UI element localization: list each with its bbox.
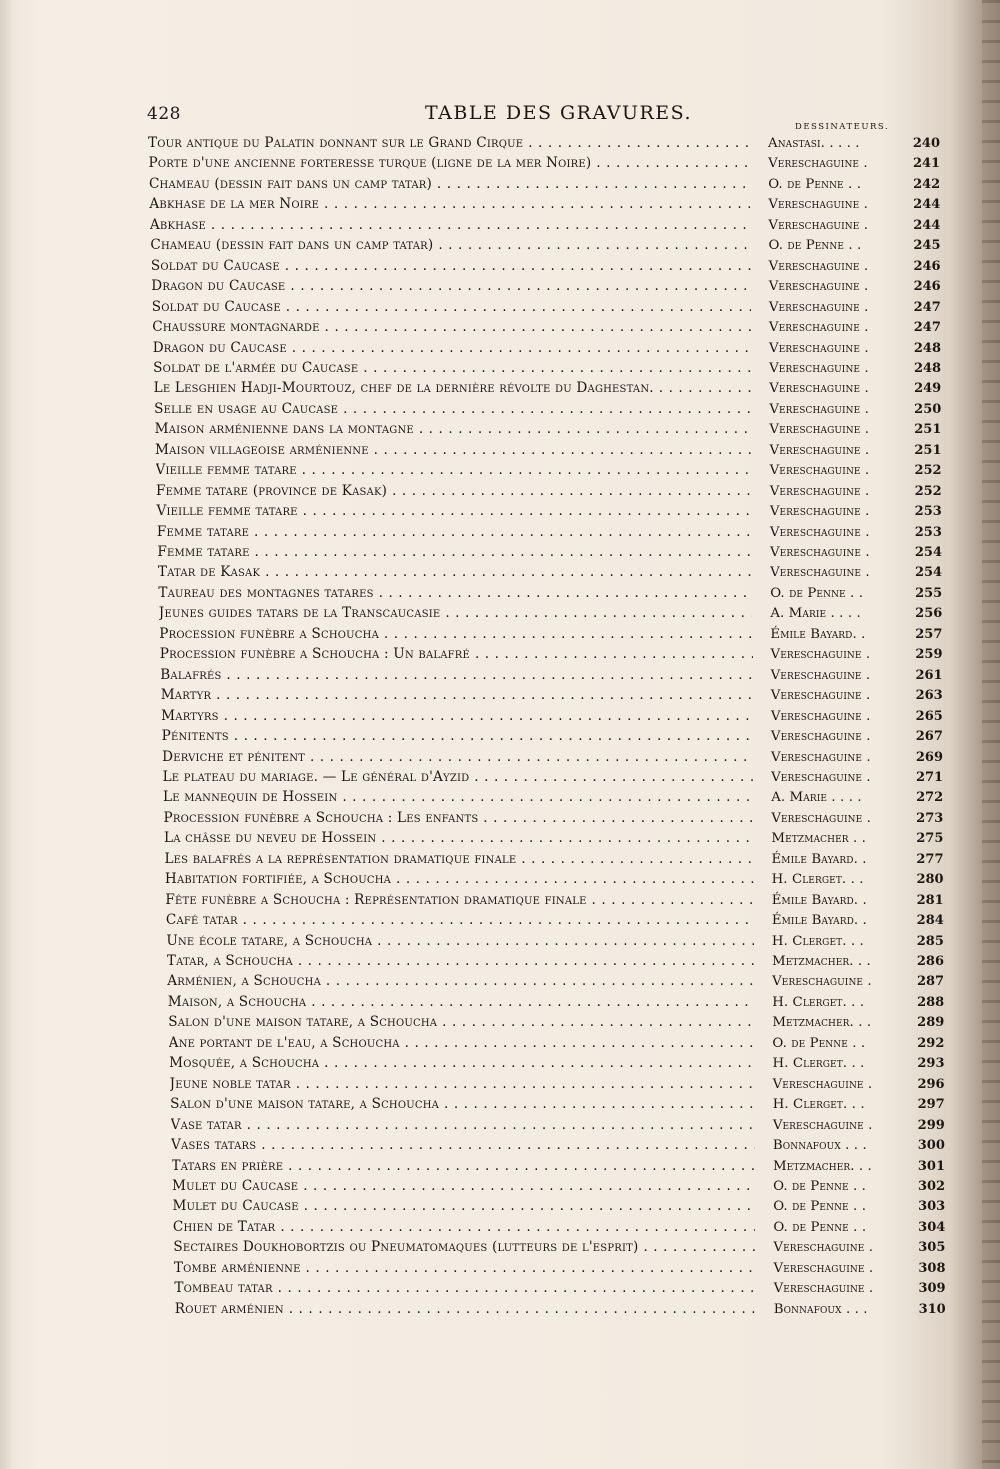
list-item — [168, 1014, 944, 1034]
gravure-title: Tatars en prière . . . — [172, 1158, 756, 1174]
list-item — [151, 278, 940, 298]
list-item — [160, 667, 942, 687]
list-item — [149, 176, 940, 196]
list-item — [158, 564, 942, 584]
list-item — [165, 892, 943, 912]
gravure-title: Maison, a Schoucha . . . — [168, 994, 754, 1010]
list-item — [173, 1219, 945, 1239]
gravure-title: Procession funèbre a Schoucha : Un balafré . . . — [160, 646, 753, 662]
page-reference: 269 — [915, 749, 943, 765]
page-reference: 257 — [915, 626, 943, 642]
gravure-title: Vieille femme tatare . . . — [156, 462, 752, 478]
page-reference: 251 — [914, 422, 942, 438]
gravure-title: Habitation fortifiée, a Schoucha . . . — [165, 871, 754, 887]
page-reference: 240 — [912, 136, 940, 151]
gravure-title: Chameau (dessin fait dans un camp tatar) . . . — [149, 176, 750, 192]
gravure-title: Mosquée, a Schoucha . . . — [169, 1055, 754, 1071]
page-reference: 254 — [914, 545, 942, 560]
page-reference: 250 — [914, 401, 942, 417]
page-reference: 261 — [915, 667, 943, 683]
gravure-title: Chameau (dessin fait dans un camp tatar) . . . — [150, 237, 750, 253]
artist-name: Vereschaguine . — [768, 197, 868, 213]
artist-name: Vereschaguine . — [769, 524, 870, 540]
gravure-title: Une école tatare, a Schoucha . . . — [166, 933, 754, 949]
list-item — [174, 1280, 945, 1300]
list-item — [167, 953, 944, 973]
list-item — [161, 687, 943, 707]
gravure-title: Selle en usage au Caucase . . . — [154, 401, 751, 417]
gravure-title: Soldat de l'armée du Caucase . . . — [153, 360, 751, 376]
running-title: TABLE DES GRAVURES. — [425, 102, 693, 124]
gravure-title: Maison arménienne dans la montagne . . . — [155, 421, 752, 437]
gravure-title: Martyrs . . . — [161, 708, 753, 724]
gravure-title: Le plateau du mariage. — Le général d'Ayzid . . . — [163, 769, 754, 785]
list-item — [163, 789, 943, 809]
list-item — [152, 299, 941, 319]
list-item — [153, 340, 941, 360]
list-item — [157, 544, 942, 564]
artist-name: O. de Penne . . — [770, 585, 864, 601]
artist-name: Vereschaguine . — [770, 688, 871, 704]
page-reference: 253 — [914, 504, 942, 520]
page-reference: 293 — [917, 1056, 945, 1072]
artist-name: O. de Penne . . — [768, 238, 862, 254]
artist-name: Anastasi. . . . . — [768, 136, 860, 151]
artist-name: Vereschaguine . — [773, 1240, 874, 1256]
gravure-title: Femme tatare (province de Kasak) . . . — [156, 483, 752, 499]
list-item — [158, 585, 942, 605]
page-reference: 308 — [918, 1260, 946, 1276]
artist-name: Vereschaguine . — [769, 422, 870, 438]
list-item — [164, 810, 944, 830]
page-reference: 246 — [913, 279, 941, 295]
gravure-title: Soldat du Caucase . . . — [152, 299, 751, 315]
page-reference: 301 — [917, 1158, 945, 1174]
page-reference: 303 — [918, 1199, 946, 1215]
page-reference: 254 — [914, 565, 943, 581]
gravure-title: Le Lesghien Hadji-Mourtouz, chef de la dernière révolte du Daghestan. . . . — [154, 380, 752, 396]
gravure-title: Femme tatare . . . — [157, 524, 752, 540]
list-item — [168, 994, 944, 1014]
gravure-title: Les balafrés a la représentation dramatique finale . . . — [164, 851, 753, 867]
page-reference: 248 — [913, 360, 942, 376]
gravure-title: Martyr . . . — [161, 687, 753, 703]
list-item — [167, 973, 944, 993]
list-item — [148, 155, 940, 175]
gravure-title: Ane portant de l'eau, a Schoucha . . . — [169, 1035, 755, 1051]
artist-name: A. Marie . . . . — [771, 790, 862, 806]
page-reference: 289 — [917, 1015, 945, 1031]
page-reference: 305 — [918, 1240, 946, 1256]
list-item — [149, 196, 940, 216]
gravure-title: Femme tatare . . . — [157, 544, 752, 560]
page-reference: 275 — [916, 831, 944, 847]
artist-name: Metzmacher. . . — [772, 1015, 872, 1031]
artist-name: O. de Penne . . — [773, 1199, 867, 1215]
list-item — [170, 1076, 945, 1096]
list-item — [164, 830, 943, 850]
artist-name: Metzmacher. . . — [772, 954, 871, 969]
gravure-title: Mulet du Caucase . . . — [172, 1198, 755, 1214]
artist-name: O. de Penne . . — [768, 176, 862, 192]
list-item — [171, 1137, 945, 1157]
artist-name: Bonnafoux . . . — [772, 1138, 867, 1154]
gravure-title: Pénitents . . . — [162, 728, 753, 744]
list-item — [148, 135, 940, 155]
list-item — [159, 605, 943, 625]
gravure-title: La châsse du neveu de Hossein . . . — [164, 830, 753, 846]
gravure-title: Procession funèbre a Schoucha . . . — [159, 626, 752, 642]
page-reference: 299 — [917, 1117, 945, 1133]
gravure-title: Le mannequin de Hossein . . . — [163, 789, 753, 805]
page-reference: 302 — [917, 1178, 946, 1194]
list-item — [174, 1260, 946, 1280]
gravure-title: Salon d'une maison tatare, a Schoucha . . . — [168, 1014, 754, 1030]
page-reference: 249 — [914, 381, 942, 397]
page-reference: 244 — [913, 217, 941, 233]
artist-name: Vereschaguine . — [773, 1260, 874, 1276]
gravure-title: Chien de Tatar . . . — [173, 1219, 755, 1235]
gravure-title: Jeune noble tatar . . . — [170, 1076, 755, 1092]
list-item — [157, 524, 942, 544]
list-item — [154, 380, 942, 400]
gravure-title: Tatar de Kasak . . . — [158, 564, 752, 580]
page-reference: 242 — [913, 176, 941, 192]
page-reference: 310 — [918, 1301, 946, 1317]
list-item — [169, 1035, 945, 1055]
artists-column-label: DESSINATEURS. — [795, 122, 890, 132]
page-reference: 247 — [913, 299, 941, 315]
list-item — [171, 1117, 945, 1137]
artist-name: Vereschaguine . — [770, 667, 871, 683]
page-reference: 285 — [916, 933, 944, 949]
artist-name: Vereschaguine . — [768, 279, 869, 295]
page-reference: 265 — [915, 708, 943, 724]
gravure-title: Taureau des montagnes tatares . . . — [158, 585, 752, 601]
gravure-title: Derviche et pénitent . . . — [162, 749, 753, 765]
list-item — [175, 1301, 946, 1321]
artist-name: O. de Penne . . — [772, 1035, 866, 1051]
page-reference: 292 — [917, 1035, 945, 1051]
list-item — [150, 217, 941, 237]
artist-name: H. Clerget. . . — [772, 1097, 865, 1113]
page-reference: 297 — [917, 1097, 945, 1113]
artist-name: Vereschaguine . — [770, 708, 871, 724]
list-item — [160, 646, 943, 666]
list-item — [164, 851, 943, 871]
list-item — [151, 258, 941, 278]
page-reference: 300 — [917, 1138, 945, 1154]
artist-name: Vereschaguine . — [769, 504, 870, 520]
artist-name: H. Clerget. . . — [771, 933, 864, 949]
gravure-title: Salon d'une maison tatare, a Schoucha . . . — [170, 1096, 755, 1112]
artist-name: A. Marie . . . . — [770, 606, 861, 622]
artist-name: Vereschaguine . — [770, 545, 870, 560]
page-reference: 281 — [916, 892, 944, 908]
artist-name: Vereschaguine . — [769, 360, 869, 376]
artist-name: Vereschaguine . — [771, 810, 871, 826]
page-reference: 256 — [915, 606, 943, 622]
artist-name: Vereschaguine . — [772, 1076, 873, 1092]
list-item — [166, 912, 944, 932]
gravure-title: Tatar, a Schoucha . . . — [167, 953, 754, 969]
gravure-title: Tombe arménienne . . . — [174, 1260, 756, 1276]
page-reference: 309 — [918, 1281, 946, 1297]
page-reference: 241 — [912, 156, 941, 172]
page-reference: 271 — [915, 769, 944, 785]
page-number: 428 — [147, 104, 181, 124]
artist-name: H. Clerget. . . — [771, 872, 864, 888]
list-item — [152, 319, 941, 339]
gravure-title: Vases tatars . . . — [171, 1137, 755, 1153]
artist-name: O. de Penne . . — [773, 1219, 867, 1235]
artist-name: Vereschaguine . — [768, 320, 869, 336]
gravure-title: Fête funèbre a Schoucha : Représentation dramatique finale . . . — [165, 892, 753, 908]
gravure-title: Arménien, a Schoucha . . . — [167, 973, 754, 989]
artist-name: Vereschaguine . — [772, 1117, 873, 1133]
artist-name: Bonnafoux . . . — [773, 1301, 868, 1317]
list-item — [150, 237, 940, 257]
artist-name: Vereschaguine . — [768, 217, 869, 233]
gravure-title: Procession funèbre a Schoucha : Les enfants . . . — [164, 810, 754, 826]
artist-name: H. Clerget. . . — [772, 1056, 865, 1072]
page-reference: 263 — [915, 688, 943, 704]
gravure-title: Vase tatar . . . — [171, 1117, 755, 1133]
artist-name: Vereschaguine . — [769, 463, 870, 479]
artist-name: Vereschaguine . — [768, 156, 868, 172]
page-reference: 272 — [916, 790, 944, 806]
page-reference: 253 — [914, 524, 942, 540]
list-item — [166, 933, 944, 953]
gravure-title: Dragon du Caucase . . . — [151, 278, 750, 294]
page-reference: 284 — [916, 913, 944, 929]
artist-name: H. Clerget. . . — [772, 994, 865, 1010]
gravure-title: Soldat du Caucase . . . — [151, 258, 751, 274]
list-item — [172, 1198, 945, 1218]
artist-name: Émile Bayard. . — [770, 626, 866, 642]
page-reference: 277 — [916, 851, 944, 867]
list-item — [163, 769, 944, 789]
binding-edge — [982, 0, 1000, 1469]
gravure-title: Mulet du Caucase . . . — [172, 1178, 755, 1194]
list-item — [156, 483, 942, 503]
gravure-title: Maison villageoise arménienne . . . — [155, 442, 751, 458]
artist-name: Vereschaguine . — [768, 258, 869, 274]
gravure-title: Rouet arménien . . . — [175, 1301, 756, 1317]
list-item — [155, 421, 942, 441]
page-reference: 288 — [917, 994, 945, 1010]
artist-name: Vereschaguine . — [769, 483, 870, 499]
artist-name: Vereschaguine . — [769, 401, 869, 417]
page-reference: 248 — [913, 340, 941, 356]
page-reference: 280 — [916, 872, 944, 888]
list-item — [169, 1055, 944, 1075]
artist-name: Vereschaguine . — [771, 749, 871, 765]
gravure-title: Dragon du Caucase . . . — [153, 340, 751, 356]
gravure-title: Tombeau tatar . . . — [174, 1280, 755, 1296]
artist-name: Metzmacher . . — [771, 831, 866, 847]
artist-name: Émile Bayard. . — [771, 913, 867, 929]
artist-name: Vereschaguine . — [769, 340, 869, 356]
list-item — [162, 749, 943, 769]
artist-name: Émile Bayard. . — [771, 851, 867, 867]
artist-name: Vereschaguine . — [769, 381, 869, 397]
gravure-title: Balafrés . . . — [160, 667, 752, 683]
page-reference: 273 — [916, 810, 944, 826]
page-reference: 255 — [915, 585, 943, 601]
artist-name: Émile Bayard. . — [771, 892, 867, 908]
gravure-title: Jeunes guides tatars de la Transcaucasie . . . — [159, 605, 753, 621]
artist-name: Vereschaguine . — [770, 565, 870, 581]
page-reference: 286 — [916, 954, 944, 969]
gravure-title: Café tatar . . . — [166, 912, 754, 928]
page-reference: 304 — [918, 1219, 946, 1235]
list-item — [155, 442, 941, 462]
list-item — [156, 503, 941, 523]
page-reference: 252 — [914, 483, 942, 499]
page-reference: 267 — [915, 729, 943, 745]
page-reference: 251 — [914, 442, 942, 458]
page-reference: 247 — [913, 320, 941, 336]
page-reference: 245 — [913, 238, 941, 254]
list-item — [159, 626, 942, 646]
list-item — [161, 708, 943, 728]
list-item — [162, 728, 943, 748]
artist-name: Vereschaguine . — [772, 974, 872, 990]
artist-name: Vereschaguine . — [769, 442, 870, 458]
list-item — [172, 1178, 945, 1198]
gravure-title: Abkhase . . . — [150, 217, 751, 233]
list-item — [172, 1158, 946, 1178]
page-reference: 287 — [916, 974, 945, 990]
gravure-title: Chaussure montagnarde . . . — [152, 319, 751, 335]
gravure-title: Sectaires Doukhobortzis ou Pneumatomaques (lutteurs de l'esprit) . . . — [173, 1239, 755, 1255]
list-item — [156, 462, 942, 482]
gravure-title: Tour antique du Palatin donnant sur le Grand Cirque . . . — [148, 135, 750, 151]
gravure-title: Vieille femme tatare . . . — [156, 503, 751, 519]
artist-name: Metzmacher. . . — [773, 1158, 872, 1174]
artist-name: Vereschaguine . — [771, 769, 871, 785]
page-reference: 252 — [914, 463, 942, 479]
page-reference: 246 — [913, 258, 941, 274]
artist-name: Vereschaguine . — [773, 1281, 874, 1297]
gravure-title: Abkhase de la mer Noire . . . — [149, 196, 750, 212]
list-item — [165, 871, 944, 891]
page-reference: 244 — [913, 197, 941, 213]
list-item — [173, 1239, 945, 1259]
list-item — [170, 1096, 945, 1116]
artist-name: Vereschaguine . — [768, 299, 869, 315]
gravure-title: Porte d'une ancienne forteresse turque (ligne de la mer Noire) . . . — [148, 155, 750, 171]
artist-name: Vereschaguine . — [770, 647, 871, 663]
page-reference: 296 — [917, 1076, 945, 1092]
list-item — [153, 360, 941, 380]
list-item — [154, 401, 941, 421]
artist-name: Vereschaguine . — [770, 729, 871, 745]
page-reference: 259 — [915, 647, 943, 663]
artist-name: O. de Penne . . — [773, 1178, 866, 1194]
